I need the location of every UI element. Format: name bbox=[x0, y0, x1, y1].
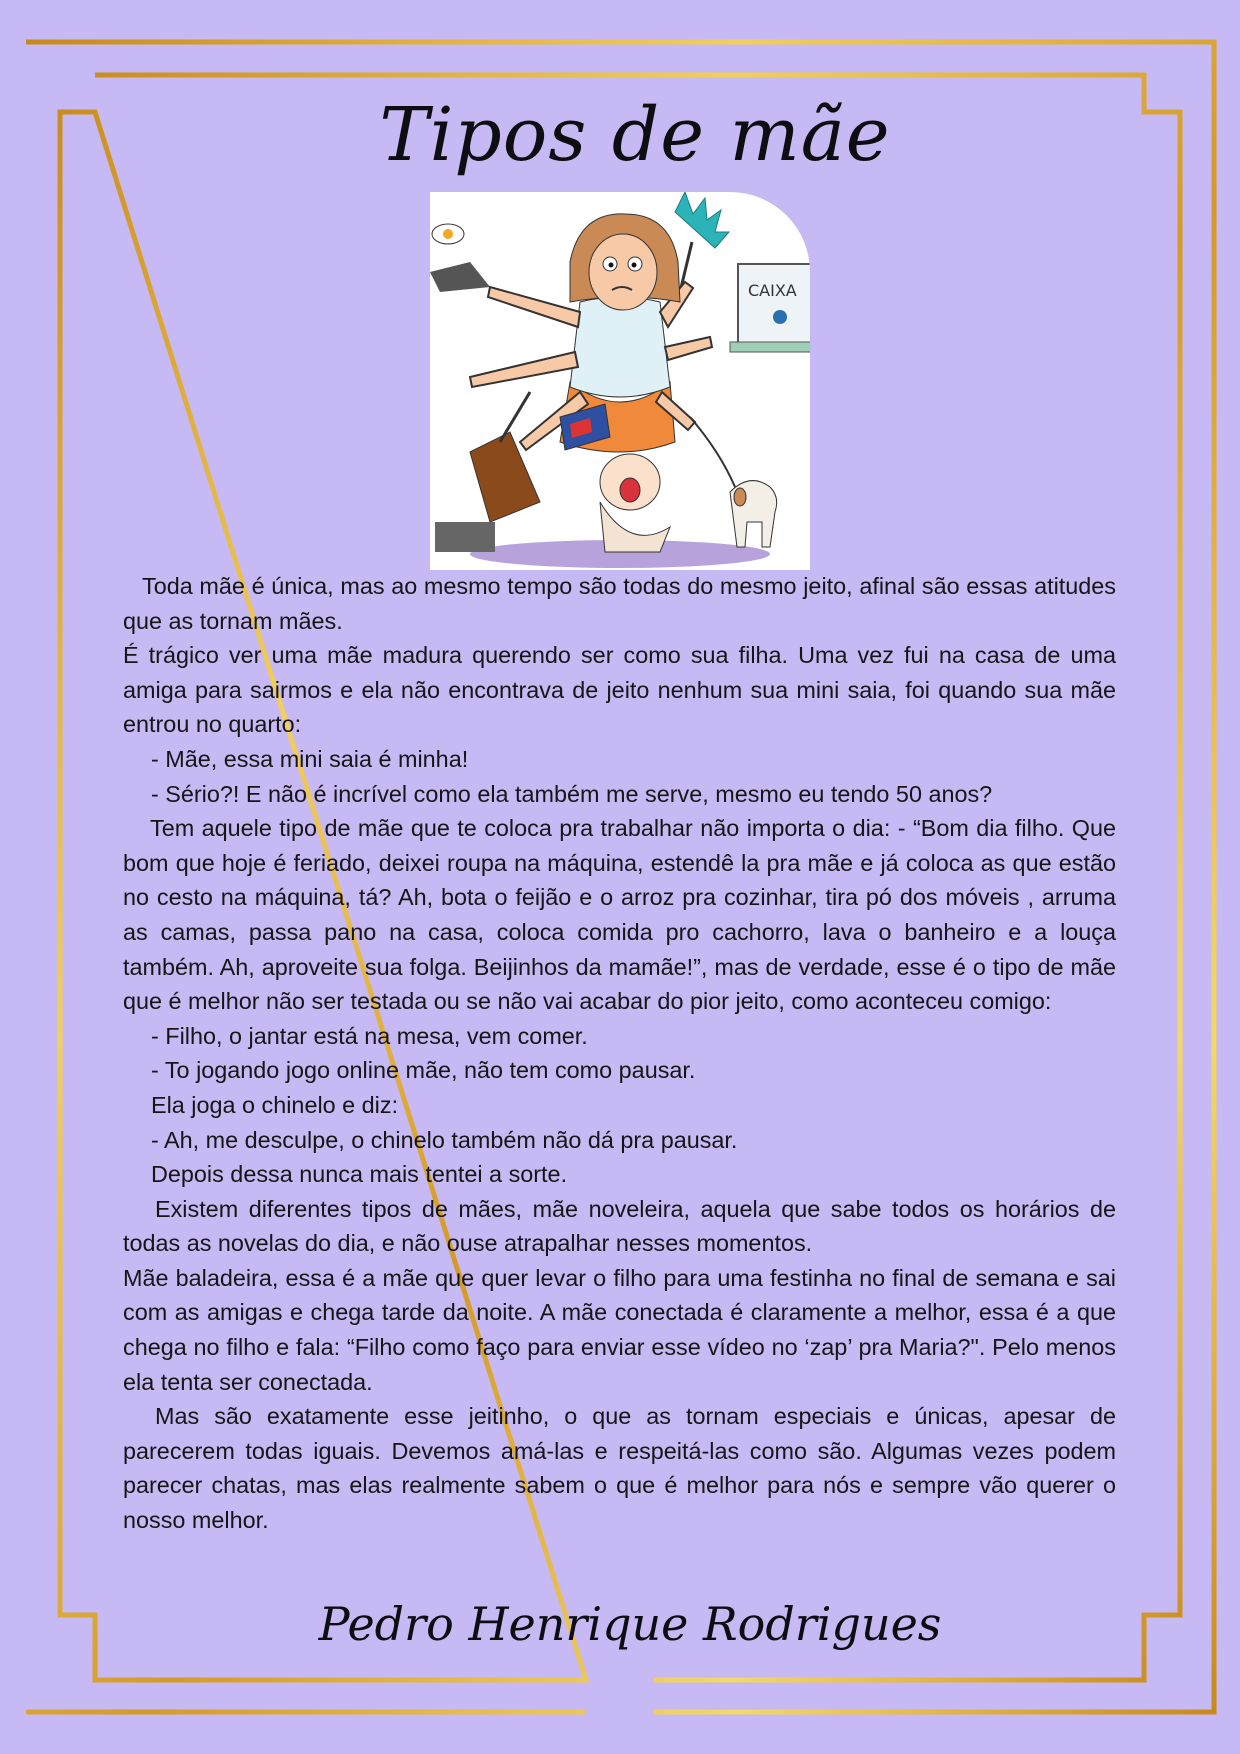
multitasking-mother-icon bbox=[430, 192, 810, 570]
dialogue-line: Ela joga o chinelo e diz: bbox=[151, 1091, 399, 1118]
paragraph: Toda mãe é única, mas ao mesmo tempo são todas do mesmo jeito, afinal são essas atitudes que as tornam mães. bbox=[123, 573, 1116, 634]
mother-illustration bbox=[430, 192, 810, 570]
paragraph: Mãe baladeira, essa é a mãe que quer levar o filho para uma festinha no final de semana e sai com as amigas e chega tarde da noite. A mãe conectada é claramente a melhor, essa é a que chega no filho e fala: “Filho como faço para enviar esse vídeo no ‘zap’ pra Maria?". Pelo menos ela tenta ser conectada. bbox=[123, 1264, 1116, 1395]
dialogue-line: - To jogando jogo online mãe, não tem como pausar. bbox=[151, 1057, 696, 1084]
paragraph: Mas são exatamente esse jeitinho, o que as tornam especiais e únicas, apesar de parecerem todas iguais. Devemos amá-las e respeitá-las como são. Algumas vezes podem parecer chatas, mas elas realmente sabem o que é melhor para nós e sempre vão querer o nosso melhor. bbox=[123, 1403, 1116, 1534]
paragraph: Existem diferentes tipos de mães, mãe noveleira, aquela que sabe todos os horários de todas as novelas do dia, e não ouse atrapalhar nesses momentos. bbox=[123, 1195, 1116, 1257]
dialogue-line: - Mãe, essa mini saia é minha! bbox=[151, 745, 469, 772]
dialogue-line: - Sério?! E não é incrível como ela também me serve, mesmo eu tendo 50 anos? bbox=[151, 780, 993, 807]
page-title: Tipos de mãe bbox=[379, 92, 891, 178]
dialogue-line: - Ah, me desculpe, o chinelo também não dá pra pausar. bbox=[151, 1126, 738, 1153]
article-body bbox=[123, 569, 1116, 1538]
dialogue-line: - Filho, o jantar está na mesa, vem comer. bbox=[151, 1022, 588, 1049]
author-signature: Pedro Henrique Rodrigues bbox=[318, 1597, 942, 1651]
paragraph: Tem aquele tipo de mãe que te coloca pra trabalhar não importa o dia: - “Bom dia filho. Que bom que hoje é feriado, deixei roupa na máquina, estendê la pra mãe e já coloca as que estão no cesto na máquina, tá? Ah, bota o feijão e o arroz pra cozinhar, tira pó dos móveis , arruma as camas, passa pano na casa, coloca comida pro cachorro, lava o banheiro e a louça também. Ah, aproveite sua folga. Beijinhos da mamãe!”, mas de verdade, esse é o tipo de mãe que é melhor não ser testada ou se não vai acabar do pior jeito, como aconteceu comigo: bbox=[123, 815, 1116, 1015]
paragraph: É trágico ver uma mãe madura querendo ser como sua filha. Uma vez fui na casa de uma amiga para sairmos e ela não encontrava de jeito nenhum sua mini saia, foi quando sua mãe entrou no quarto: bbox=[123, 642, 1116, 738]
dialogue-line: Depois dessa nunca mais tentei a sorte. bbox=[151, 1161, 568, 1188]
caixa-sign-text: CAIXA bbox=[748, 281, 797, 300]
